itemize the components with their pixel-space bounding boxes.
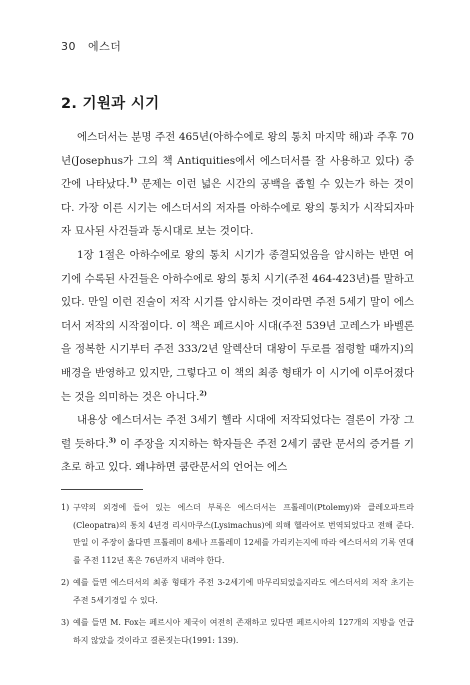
section-title: 2. 기원과 시기 xyxy=(61,96,160,112)
paragraph-text: 에스더서는 분명 주전 465년(아하수에로 왕의 통치 마지막 해)과 주후 70년(Josephus가 그의 책 Antiquities에서 에스더서를 잘 사용하고 있다) 중간에 나타났다. xyxy=(61,131,414,191)
footnote-text: 예를 들면 에스더서의 최종 형태가 주전 3-2세기에 마무리되었을지라도 에스더서의 저작 초기는 주전 5세기경일 수 있다. xyxy=(73,578,414,605)
footnote xyxy=(61,614,414,649)
footnote-text: 구약의 외경에 들어 있는 에스더 부록은 에스더서는 프톨레미(Ptolemy)와 클레오파트라(Cleopatra)의 통치 4년경 리시마쿠스(Lysimachus)에 의해 헬라어로 번역되었다고 전해 준다. 만일 이 주장이 옳다면 프톨레미 8세나 프톨레미 12세를 가리키는지에 따라 에스더서의 기록 연대를 주전 112년 혹은 76년까지 내려야 한다. xyxy=(73,503,414,565)
book-title: 에스더 xyxy=(88,40,122,53)
footnote xyxy=(61,574,414,609)
paragraph-text: 1장 1절은 아하수에로 왕의 통치 시기가 종결되었음을 암시하는 반면 여기에 수록된 사건들은 아하수에로 왕의 통치 시기(주전 464-423년)를 말하고 있다. 만일 이런 진술이 저작 시기를 암시하는 것이라면 주전 5세기 말이 에스더서 저작의 시작점이다. 이 책은 페르시아 시대(주전 539년 고레스가 바벨론을 정복한 시기부터 주전 333/2년 알렉산더 대왕이 두로를 점령할 때까지)의 배경을 반영하고 있지만, 그렇다고 이 책의 최종 형태가 이 시기에 이루어졌다는 것을 의미하는 것은 아니다. xyxy=(61,248,414,403)
footnote-ref: 2) xyxy=(199,389,208,398)
paragraph-text: 이 주장을 지지하는 학자들은 주전 2세기 쿰란 문서의 증거를 기초로 하고 있다. 왜냐하면 쿰란문서의 언어는 에스 xyxy=(61,437,414,474)
paragraph-text: 내용상 에스더서는 주전 3세기 헬라 시대에 저작되었다는 결론이 가장 그럴 듯하다. xyxy=(61,414,414,450)
running-header xyxy=(61,38,121,54)
footnote-number: 2) xyxy=(61,578,70,587)
footnote-ref: 1) xyxy=(129,176,138,185)
footnotes xyxy=(61,499,414,654)
body-text xyxy=(61,126,414,480)
footnote-ref: 3) xyxy=(108,436,117,445)
page-number: 30 xyxy=(61,40,76,53)
footnote-divider xyxy=(61,489,143,490)
paragraph xyxy=(61,244,414,409)
paragraph xyxy=(61,126,414,244)
paragraph xyxy=(61,409,414,480)
footnote-number: 1) xyxy=(61,503,70,512)
footnote-text: 예를 들면 M. Fox는 페르시아 제국이 여전히 존재하고 있다면 페르시아의 127개의 지방을 언급하지 않았을 것이라고 결론짓는다(1991: 139). xyxy=(73,618,414,645)
paragraph-text: 문제는 이런 넓은 시간의 공백을 좁힐 수 있는가 하는 것이다. 가장 이른 시기는 에스더서의 저자를 아하수에로 왕의 통치가 시작되자마자 묘사된 사건들과 동시대로 보는 것이다. xyxy=(61,178,414,238)
footnote-number: 3) xyxy=(61,618,70,627)
footnote xyxy=(61,499,414,569)
